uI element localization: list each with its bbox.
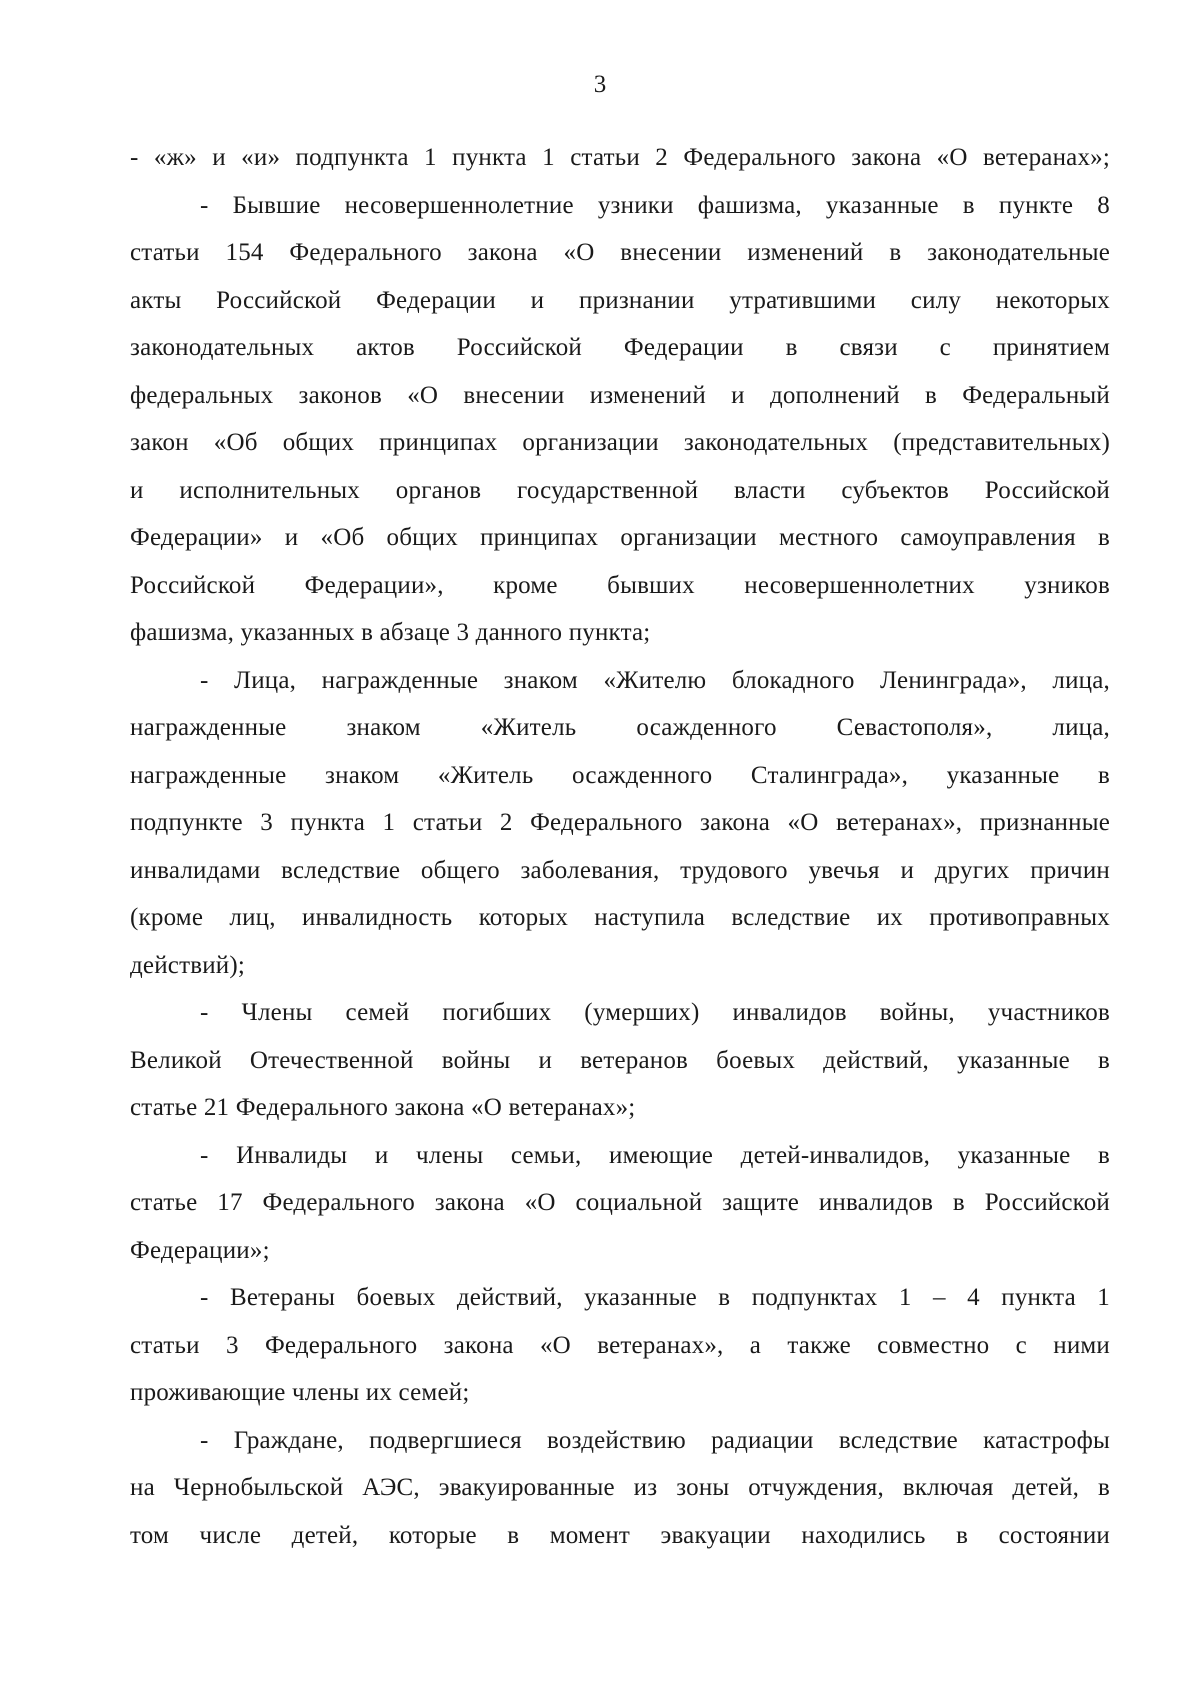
text-line: проживающие члены их семей; [130,1379,470,1406]
text-line: статьи 3 Федерального закона «О ветеранах», а также совместно с ними [130,1331,1110,1359]
text-line: закон «Об общих принципах организации законодательных (представительных) [130,429,1110,456]
text-line: статье 17 Федерального закона «О социальной защите инвалидов в Российской [130,1189,1110,1216]
text-line: статьи 154 Федерального закона «О внесении изменений в законодательные [130,239,1110,266]
text-line: (кроме лиц, инвалидность которых наступила вследствие их противоправных [130,904,1110,931]
text-line: и исполнительных органов государственной власти субъектов Российской [130,476,1110,504]
text-line: действий); [130,951,246,979]
text-line: награжденные знаком «Житель осажденного Сталинграда», указанные в [130,761,1110,789]
text-line: награжденные знаком «Житель осажденного Севастополя», лица, [130,714,1110,741]
text-line: Великой Отечественной войны и ветеранов боевых действий, указанные в [130,1046,1110,1074]
text-line: - Инвалиды и члены семьи, имеющие детей-инвалидов, указанные в [200,1141,1110,1169]
text-line: - Ветераны боевых действий, указанные в подпунктах 1 – 4 пункта 1 [200,1284,1110,1311]
text-line: Федерации» и «Об общих принципах организации местного самоуправления в [130,524,1110,551]
text-line: на Чернобыльской АЭС, эвакуированные из зоны отчуждения, включая детей, в [130,1474,1110,1501]
text-line: - Члены семей погибших (умерших) инвалидов войны, участников [200,999,1110,1026]
text-line: Российской Федерации», кроме бывших несовершеннолетних узников [130,571,1110,599]
text-line: том числе детей, которые в момент эвакуации находились в состоянии [130,1521,1110,1549]
text-line: инвалидами вследствие общего заболевания, трудового увечья и других причин [130,856,1110,884]
text-line: законодательных актов Российской Федерации в связи с принятием [130,334,1110,361]
text-line: фашизма, указанных в абзаце 3 данного пункта; [130,619,651,646]
document-body [130,134,1110,1559]
text-line: акты Российской Федерации и признании утратившими силу некоторых [130,286,1110,314]
text-line: - «ж» и «и» подпункта 1 пункта 1 статьи 2 Федерального закона «О ветеранах»; [130,144,1110,171]
text-line: подпункте 3 пункта 1 статьи 2 Федерального закона «О ветеранах», признанные [130,809,1110,836]
text-line: - Бывшие несовершеннолетние узники фашизма, указанные в пункте 8 [200,191,1110,219]
text-line: статье 21 Федерального закона «О ветеранах»; [130,1094,636,1121]
text-line: федеральных законов «О внесении изменений и дополнений в Федеральный [130,381,1110,409]
text-line: Федерации»; [130,1236,270,1264]
page-number: 3 [593,71,607,98]
text-line: - Граждане, подвергшиеся воздействию радиации вследствие катастрофы [200,1426,1110,1454]
text-line: - Лица, награжденные знаком «Жителю блокадного Ленинграда», лица, [200,666,1110,694]
